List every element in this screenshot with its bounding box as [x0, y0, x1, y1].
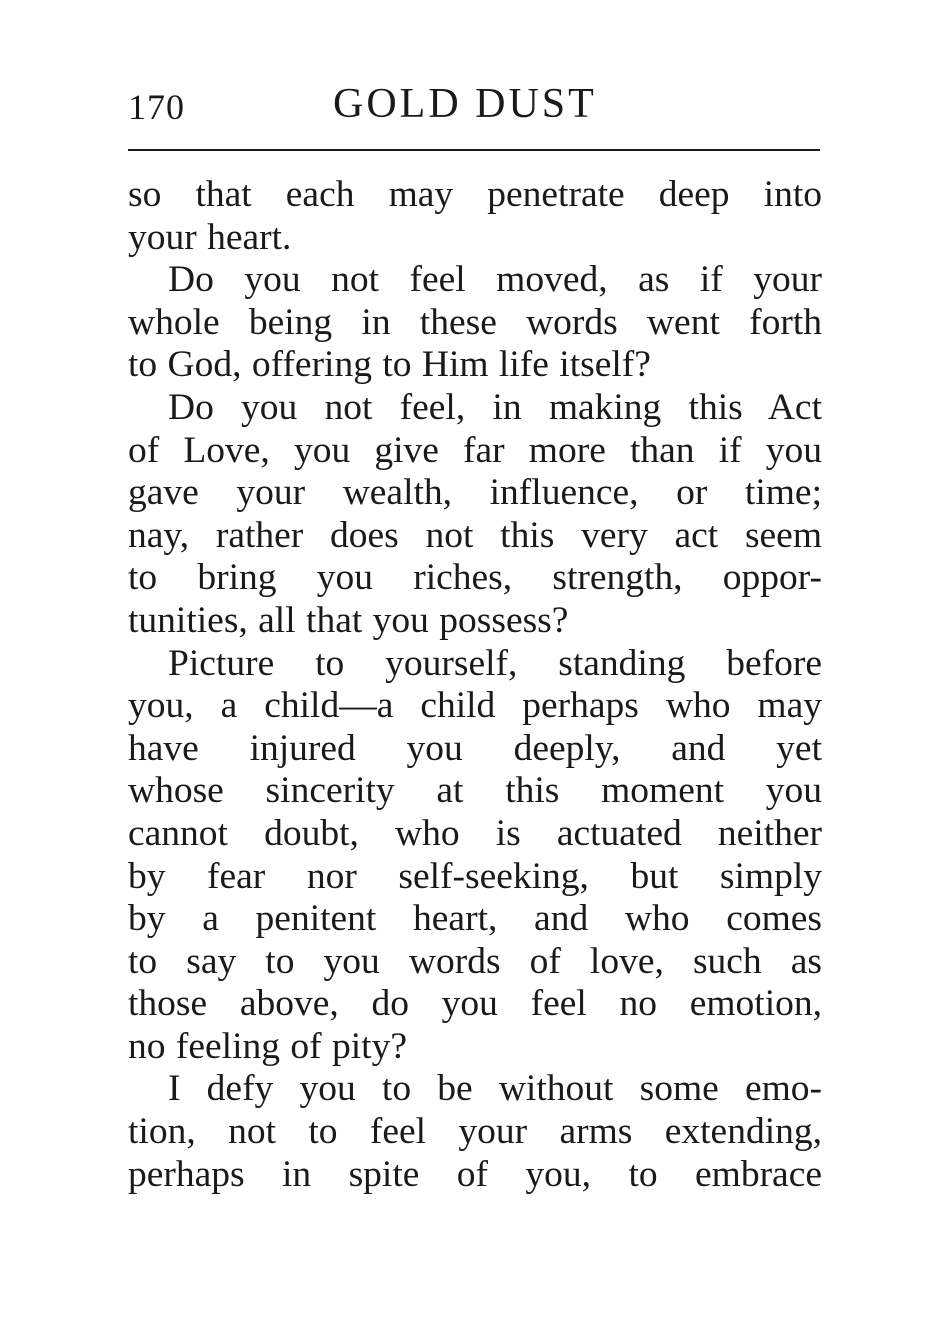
text-line: no feeling of pity? [128, 1025, 407, 1067]
text-line: Do you not feel moved, as if your [168, 259, 822, 301]
text-line: whose sincerity at this moment you [128, 770, 822, 812]
text-line: tion, not to feel your arms extending, [128, 1111, 822, 1153]
text-line: by a penitent heart, and who comes [128, 898, 822, 940]
text-line: cannot doubt, who is actuated neither [128, 812, 822, 854]
paragraph-5 [128, 1068, 822, 1196]
paragraph-4 [128, 643, 822, 1069]
paragraph-2 [128, 259, 822, 387]
text-line: so that each may penetrate deep into [128, 174, 822, 215]
text-line: to bring you riches, strength, oppor- [128, 557, 822, 599]
paragraph-3 [128, 387, 822, 643]
running-title: GOLD DUST [333, 81, 597, 127]
text-line: have injured you deeply, and yet [128, 727, 822, 769]
text-line: to say to you words of love, such as [128, 940, 822, 982]
paragraph-1 [128, 174, 822, 259]
text-line: tunities, all that you possess? [128, 599, 569, 641]
text-line: those above, do you feel no emotion, [128, 983, 822, 1025]
text-line: whole being in these words went forth [128, 301, 822, 343]
text-line: gave your wealth, influence, or time; [128, 472, 822, 514]
text-line: to God, offering to Him life itself? [128, 344, 651, 386]
text-line: your heart. [128, 216, 292, 258]
text-line: you, a child—a child perhaps who may [128, 685, 822, 727]
text-line: perhaps in spite of you, to embrace [128, 1153, 822, 1195]
text-line: I defy you to be without some emo- [168, 1068, 822, 1110]
header-rule [128, 149, 820, 151]
body-text [128, 174, 822, 1196]
page-header [128, 80, 822, 136]
text-line: of Love, you give far more than if you [128, 429, 822, 471]
text-line: by fear nor self-seeking, but simply [128, 855, 822, 897]
text-line: Picture to yourself, standing before [168, 642, 822, 684]
page-number: 170 [128, 87, 185, 127]
text-line: nay, rather does not this very act seem [128, 514, 822, 556]
text-line: Do you not feel, in making this Act [168, 386, 822, 428]
